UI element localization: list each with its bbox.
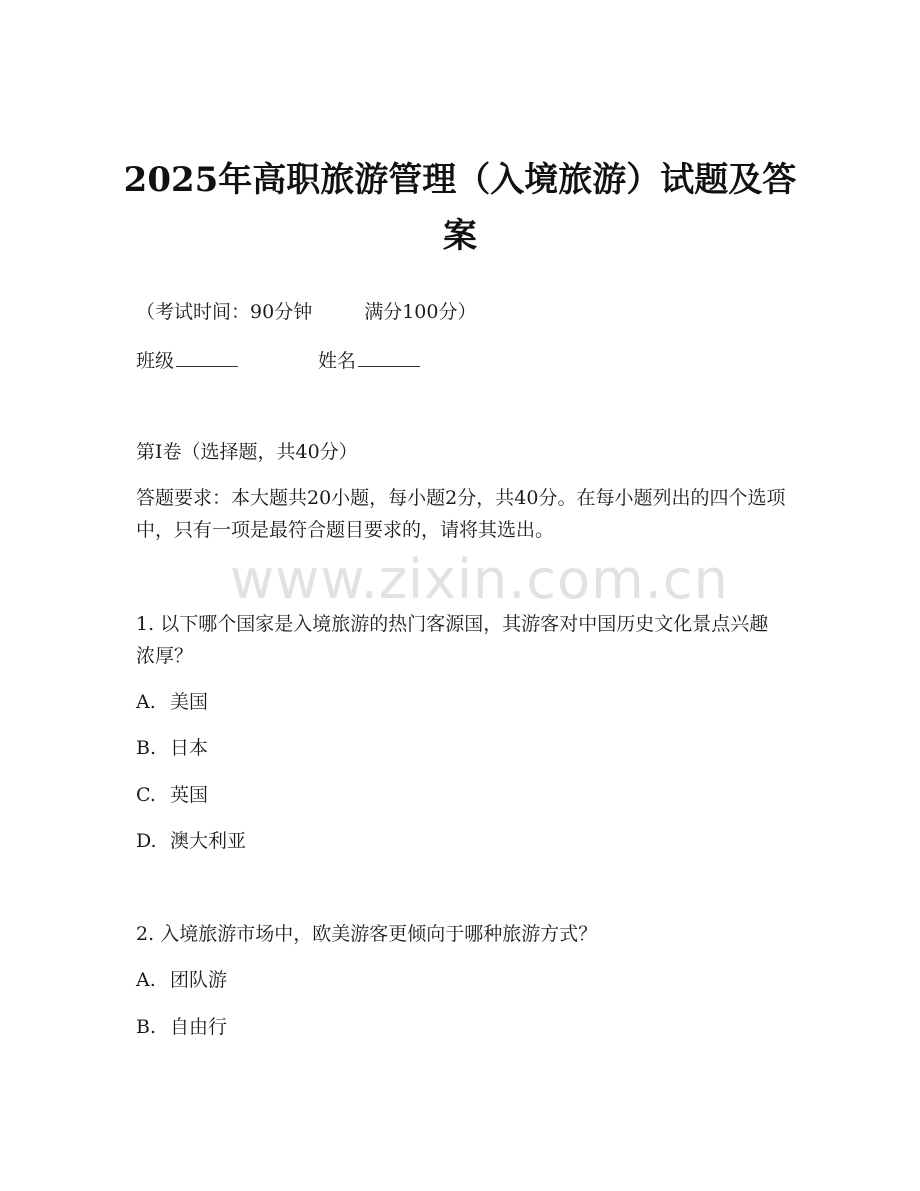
option-label: D. <box>136 830 157 852</box>
document-title: 2025年高职旅游管理（入境旅游）试题及答案 <box>123 160 797 256</box>
question-number: 1. <box>136 613 155 635</box>
exam-info <box>136 296 476 328</box>
class-label: 班级 <box>136 350 175 372</box>
option-label: A. <box>136 969 156 991</box>
watermark: www.zixin.com.cn <box>230 548 729 611</box>
option-text: 自由行 <box>170 1016 228 1038</box>
question-1-option-a <box>136 686 208 718</box>
option-label: A. <box>136 691 156 713</box>
question-1-option-d <box>136 825 246 857</box>
option-label: C. <box>136 784 156 806</box>
name-label: 姓名 <box>318 350 357 372</box>
question-2-option-a <box>136 964 227 996</box>
question-text: 以下哪个国家是入境旅游的热门客源国，其游客对中国历史文化景点兴趣浓厚？ <box>136 613 769 667</box>
option-text: 澳大利亚 <box>170 830 247 852</box>
exam-score: 满分100分） <box>364 301 477 323</box>
question-1-option-c <box>136 779 208 811</box>
option-text: 英国 <box>170 784 209 806</box>
option-label: B. <box>136 737 157 759</box>
name-blank <box>358 346 420 367</box>
exam-time: 90分钟 <box>250 301 313 323</box>
class-blank <box>176 346 238 367</box>
section-heading: 第Ⅰ卷（选择题，共40分） <box>136 441 358 463</box>
question-2-option-b <box>136 1011 227 1043</box>
option-text: 日本 <box>170 737 209 759</box>
exam-info-open: （考试时间： <box>136 301 251 323</box>
section-instructions: 答题要求：本大题共20小题，每小题2分，共40分。在每小题列出的四个选项中，只有一项是最符合题目要求的，请将其选出。 <box>136 487 786 541</box>
question-text: 入境旅游市场中，欧美游客更倾向于哪种旅游方式？ <box>160 923 598 945</box>
option-text: 美国 <box>170 691 209 713</box>
option-text: 团队游 <box>170 969 228 991</box>
question-2 <box>136 918 597 950</box>
student-info <box>136 345 420 377</box>
option-label: B. <box>136 1016 157 1038</box>
question-1 <box>136 608 786 672</box>
question-1-option-b <box>136 732 208 764</box>
question-number: 2. <box>136 923 155 945</box>
